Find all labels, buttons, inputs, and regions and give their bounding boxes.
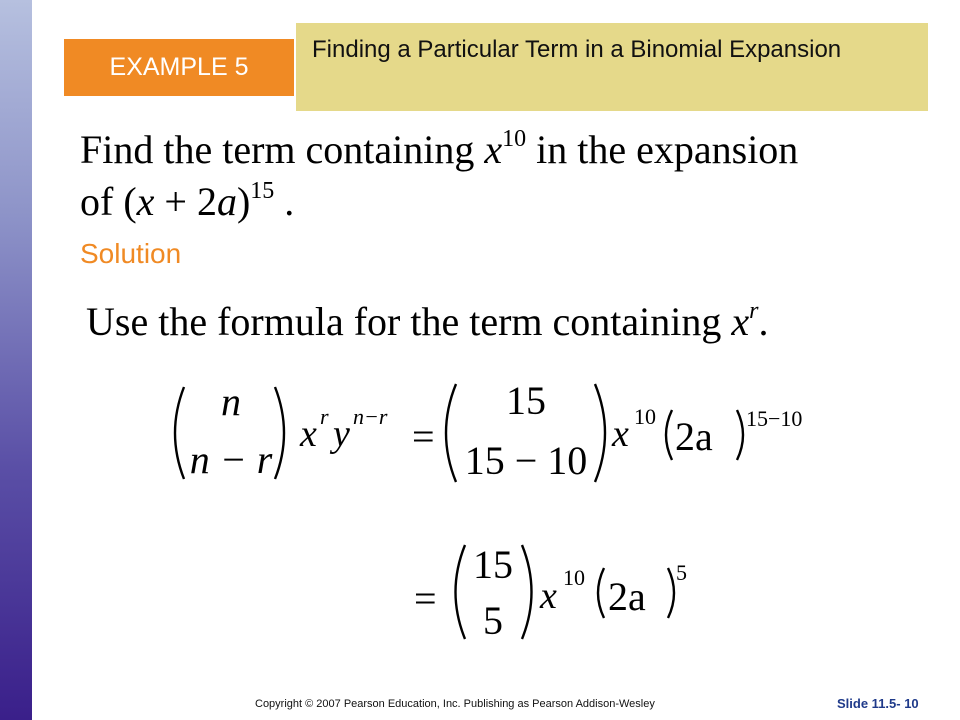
- example-label: EXAMPLE 5: [64, 39, 294, 96]
- instruction-variable: x: [731, 299, 750, 344]
- problem-exponent: 15: [250, 177, 275, 204]
- left-paren: [598, 568, 604, 618]
- problem-variable-x: x: [484, 127, 503, 172]
- right-paren: [737, 410, 743, 460]
- paren-exp: 5: [676, 560, 687, 585]
- binom-top-15: 15: [473, 542, 513, 587]
- paren-term: 2a: [608, 574, 646, 619]
- term-x: x: [300, 413, 317, 455]
- binom-bottom-5: 5: [483, 598, 503, 643]
- right-paren: [275, 387, 284, 479]
- term-x-exp: r: [320, 404, 329, 429]
- binom-top-n: n: [221, 379, 241, 424]
- binom-top-15: 15: [506, 378, 546, 423]
- binom-bottom-n-r: n − r: [189, 437, 273, 482]
- slide-number: Slide 11.5- 10: [837, 696, 919, 711]
- equation-2: [414, 542, 687, 643]
- copyright-footer: Copyright © 2007 Pearson Education, Inc. Publishing as Pearson Addison-Wesley: [255, 698, 655, 710]
- paren-term: 2a: [675, 414, 713, 459]
- solution-heading: Solution: [80, 238, 182, 269]
- equals-sign: =: [412, 414, 435, 459]
- left-paren: [175, 387, 184, 479]
- problem-variable-x: x: [136, 179, 155, 224]
- problem-text: .: [274, 179, 295, 224]
- left-paren: [666, 410, 672, 460]
- right-paren: [595, 384, 605, 482]
- problem-text: in the expansion: [526, 127, 799, 172]
- problem-text: Find the term containing: [80, 127, 485, 172]
- term-x: x: [540, 575, 557, 617]
- term-x: x: [612, 413, 629, 455]
- binom-bottom-15-10: 15 − 10: [464, 438, 588, 483]
- problem-text: of (: [80, 179, 137, 224]
- right-paren: [668, 568, 674, 618]
- paren-exp: 15−10: [746, 406, 803, 431]
- problem-variable-a: a: [216, 179, 237, 224]
- problem-exponent: 10: [502, 125, 527, 152]
- instruction-period: .: [758, 299, 769, 344]
- problem-text: ): [236, 179, 251, 224]
- problem-text: + 2: [154, 179, 217, 224]
- equation-1: [175, 378, 802, 483]
- term-y-exp: n−r: [353, 404, 388, 429]
- term-x-exp: 10: [563, 565, 585, 590]
- term-y: y: [333, 413, 350, 455]
- left-paren: [456, 545, 466, 639]
- equals-sign: =: [414, 576, 437, 621]
- right-paren: [522, 545, 532, 639]
- instruction-body: Use the formula for the term containing: [86, 299, 732, 344]
- term-x-exp: 10: [634, 404, 656, 429]
- left-paren: [446, 384, 456, 482]
- instruction-exponent: r: [749, 297, 759, 324]
- example-title: Finding a Particular Term in a Binomial Expansion: [296, 23, 928, 111]
